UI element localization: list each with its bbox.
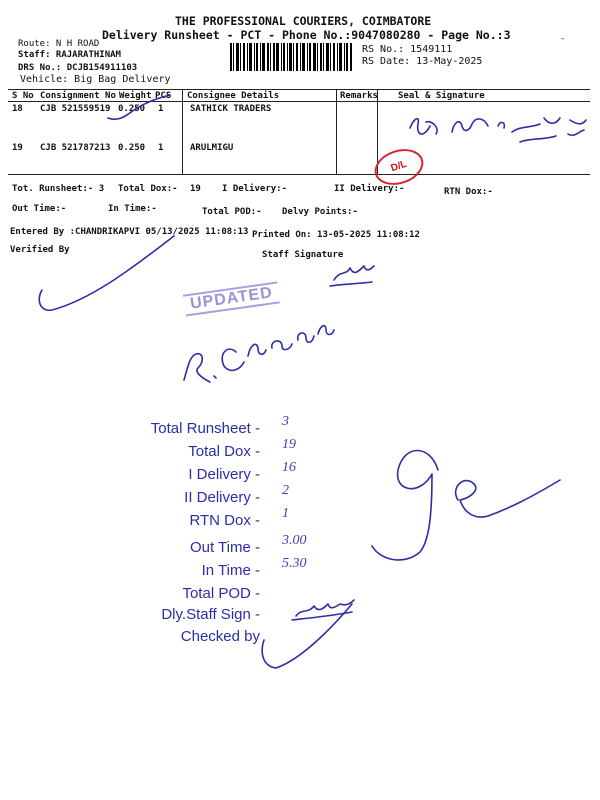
ii-delivery-label: II Delivery:-	[334, 184, 405, 194]
summary-value: 2	[282, 483, 289, 498]
row-consignment: CJB 521559519	[40, 104, 111, 114]
total-runsheet: Tot. Runsheet:- 3	[12, 184, 105, 194]
rs-date: RS Date: 13-May-2025	[362, 56, 483, 67]
route-label: Route: N H ROAD	[18, 39, 100, 49]
row-pcs: 1	[158, 104, 164, 114]
dly-staff-sign-scribble	[292, 600, 354, 620]
row-consignee: SATHICK TRADERS	[190, 104, 272, 114]
summary-value: 3.00	[282, 533, 307, 548]
total-pod-label: Total POD:-	[202, 207, 262, 217]
drs-number: DRS No.: DCJB154911103	[18, 63, 138, 73]
col-header-remarks: Remarks	[340, 91, 378, 101]
col-header-sno: S No	[12, 91, 34, 101]
summary-value: 1	[282, 506, 289, 521]
summary-label: Checked by	[180, 628, 260, 645]
summary-label: In Time -	[201, 562, 260, 579]
row-sno: 18	[12, 104, 23, 114]
verified-check-mark	[39, 236, 174, 310]
summary-label: RTN Dox -	[189, 512, 260, 529]
runsheet-subtitle: Delivery Runsheet - PCT - Phone No.:9047080280 - Page No.:3	[102, 28, 511, 42]
summary-label: Total POD -	[182, 585, 260, 602]
row-consignee: ARULMIGU	[190, 143, 234, 153]
col-header-pcs: PCS	[155, 91, 172, 101]
delvy-points-label: Delvy Points:-	[282, 207, 358, 217]
company-name: THE PROFESSIONAL COURIERS, COIMBATORE	[175, 14, 432, 28]
summary-label: II Delivery -	[184, 489, 260, 506]
updated-stamp: UPDATED	[183, 281, 280, 316]
in-time-label: In Time:-	[108, 204, 157, 214]
staff-signature-label: Staff Signature	[262, 250, 344, 260]
seal-signature-scribble	[410, 118, 586, 142]
rtn-dox-label: RTN Dox:-	[444, 187, 493, 197]
col-header-consignee: Consignee Details	[187, 91, 280, 101]
entered-by: Entered By :CHANDRIKAPVI 05/13/2025 11:08:13	[10, 227, 249, 237]
big-initials	[372, 451, 560, 560]
vehicle-label: Vehicle: Big Bag Delivery	[20, 74, 171, 85]
delivered-stamp: D/L	[370, 143, 428, 191]
summary-value: 3	[282, 414, 289, 429]
row-pcs: 1	[158, 143, 164, 153]
summary-label: Total Runsheet -	[150, 420, 260, 437]
total-dox-value: 19	[190, 184, 201, 194]
corner-mark: -	[560, 34, 566, 44]
handwritten-name-stroke	[184, 326, 334, 382]
summary-value: 5.30	[282, 556, 307, 571]
rs-number: RS No.: 1549111	[362, 44, 453, 55]
col-header-consignment: Consignment No	[40, 91, 116, 101]
summary-value: 16	[282, 460, 296, 475]
row-consignment: CJB 521787213	[40, 143, 111, 153]
staff-label: Staff: RAJARATHINAM	[18, 50, 121, 60]
verified-by: Verified By	[10, 245, 70, 255]
col-header-weight: Weight	[119, 91, 152, 101]
total-dox-label: Total Dox:-	[118, 184, 178, 194]
row-sno: 19	[12, 143, 23, 153]
out-time-label: Out Time:-	[12, 204, 67, 214]
row-weight: 0.250	[118, 104, 146, 114]
staff-signature-mark	[330, 266, 374, 286]
row-weight: 0.250	[118, 143, 146, 153]
summary-label: Out Time -	[189, 539, 260, 556]
summary-label: I Delivery -	[188, 466, 260, 483]
summary-value: 19	[282, 437, 296, 452]
summary-label: Dly.Staff Sign -	[161, 606, 260, 623]
printed-on: Printed On: 13-05-2025 11:08:12	[252, 230, 420, 240]
summary-label: Total Dox -	[188, 443, 260, 460]
row-tick-mark	[108, 95, 170, 119]
i-delivery-label: I Delivery:-	[222, 184, 288, 194]
col-header-seal-signature: Seal & Signature	[398, 91, 485, 101]
